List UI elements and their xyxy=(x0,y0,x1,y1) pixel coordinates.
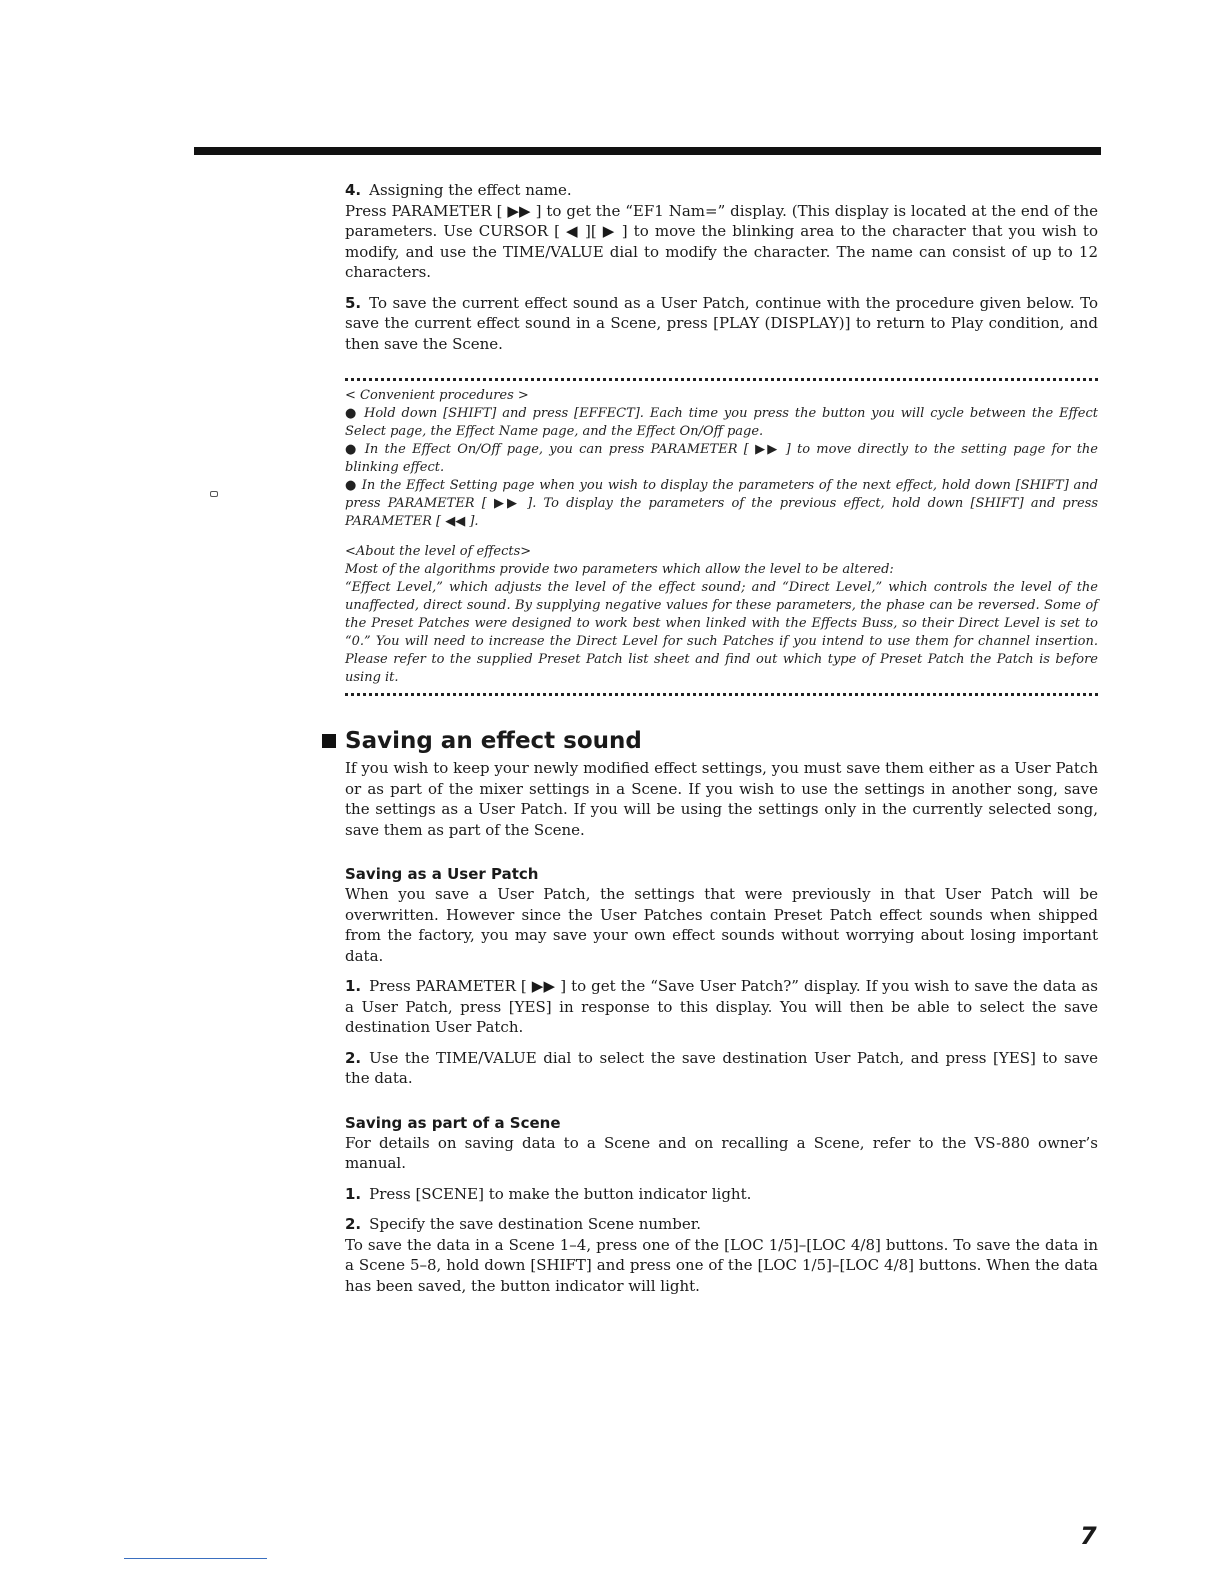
page-number: 7 xyxy=(1080,1522,1097,1550)
dotted-divider-bottom xyxy=(345,693,1098,700)
convenient-item-1: ● Hold down [SHIFT] and press [EFFECT]. Each time you press the button you will cycle between the Effect Select page, the Effect Name page, and the Effect On/Off page. xyxy=(345,406,1098,439)
convenient-title: < Convenient procedures > xyxy=(345,388,529,403)
user-patch-intro: When you save a User Patch, the settings that were previously in that User Patch will be overwritten. However since the User Patches contain Preset Patch effect sounds when shipped from the factory, you may save your own effect sounds without worrying about losing important data. xyxy=(345,885,1098,965)
margin-mark xyxy=(210,491,218,497)
user-patch-heading: Saving as a User Patch xyxy=(345,865,539,883)
section-intro: If you wish to keep your newly modified effect settings, you must save them either as a User Patch or as part of the mixer settings in a Scene. If you wish to use the settings in another song, save the settings as a User Patch. If you will be using the settings only in the currently selected song, save them as part of the Scene. xyxy=(345,759,1098,839)
section-title: Saving an effect sound xyxy=(345,728,1098,754)
user-patch-step-1: 1. Press PARAMETER [ ▶▶ ] to get the “Save User Patch?” display. If you wish to save the data as a User Patch, press [YES] in response to this display. You will then be able to select the save destination User Patch. xyxy=(345,977,1098,1036)
footer-line xyxy=(124,1558,267,1559)
page-body xyxy=(345,180,1098,1296)
user-patch-step-2: 2. Use the TIME/VALUE dial to select the save destination User Patch, and press [YES] to save the data. xyxy=(345,1048,1098,1087)
step-5: 5. To save the current effect sound as a User Patch, continue with the procedure given below. To save the current effect sound in a Scene, press [PLAY (DISPLAY)] to return to Play condition, and then save the Scene. xyxy=(345,293,1098,353)
level-intro: Most of the algorithms provide two parameters which allow the level to be altered: xyxy=(345,562,894,577)
dotted-divider-top xyxy=(345,378,1098,385)
section-bullet-icon xyxy=(322,734,336,748)
scene-heading: Saving as part of a Scene xyxy=(345,1113,561,1132)
step-4-title: 4. Assigning the effect name. xyxy=(345,181,572,199)
scene-step-1: 1. Press [SCENE] to make the button indicator light. xyxy=(345,1184,752,1203)
level-body: “Effect Level,” which adjusts the level of the effect sound; and “Direct Level,” which controls the level of the unaffected, direct sound. By supplying negative values for these parameters, the phase can be reversed. Some of the Preset Patches were designed to work best when linked with the Effects Buss, so their Direct Level is set to “0.” You will need to increase the Direct Level for such Patches if you intend to use them for channel insertion. Please refer to the supplied Preset Patch list sheet and find out which type of Preset Patch the Patch is before using it. xyxy=(345,580,1098,685)
convenient-item-3: ● In the Effect Setting page when you wish to display the parameters of the next effect, hold down [SHIFT] and press PARAMETER [ ▶▶ ]. To display the parameters of the previous effect, hold down [SHIFT] and press PARAMETER [ ◀◀ ]. xyxy=(345,478,1098,529)
scene-step-2: 2. Specify the save destination Scene number. xyxy=(345,1215,702,1233)
convenient-item-2: ● In the Effect On/Off page, you can press PARAMETER [ ▶▶ ] to move directly to the setting page for the blinking effect. xyxy=(345,442,1098,475)
header-rule xyxy=(194,147,1101,155)
scene-tail: To save the data in a Scene 1–4, press one of the [LOC 1/5]–[LOC 4/8] buttons. To save the data in a Scene 5–8, hold down [SHIFT] and press one of the [LOC 1/5]–[LOC 4/8] buttons. When the data has been saved, the button indicator will light. xyxy=(345,1235,1098,1295)
step-4-body: Press PARAMETER [ ▶▶ ] to get the “EF1 Nam=” display. (This display is located at the end of the parameters. Use CURSOR [ ◀ ][ ▶ ] to move the blinking area to the character that you wish to modify, and use the TIME/VALUE dial to modify the character. The name can consist of up to 12 characters. xyxy=(345,201,1098,281)
level-title: <About the level of effects> xyxy=(345,544,532,559)
scene-intro: For details on saving data to a Scene and on recalling a Scene, refer to the VS-880 owner’s manual. xyxy=(345,1133,1098,1172)
